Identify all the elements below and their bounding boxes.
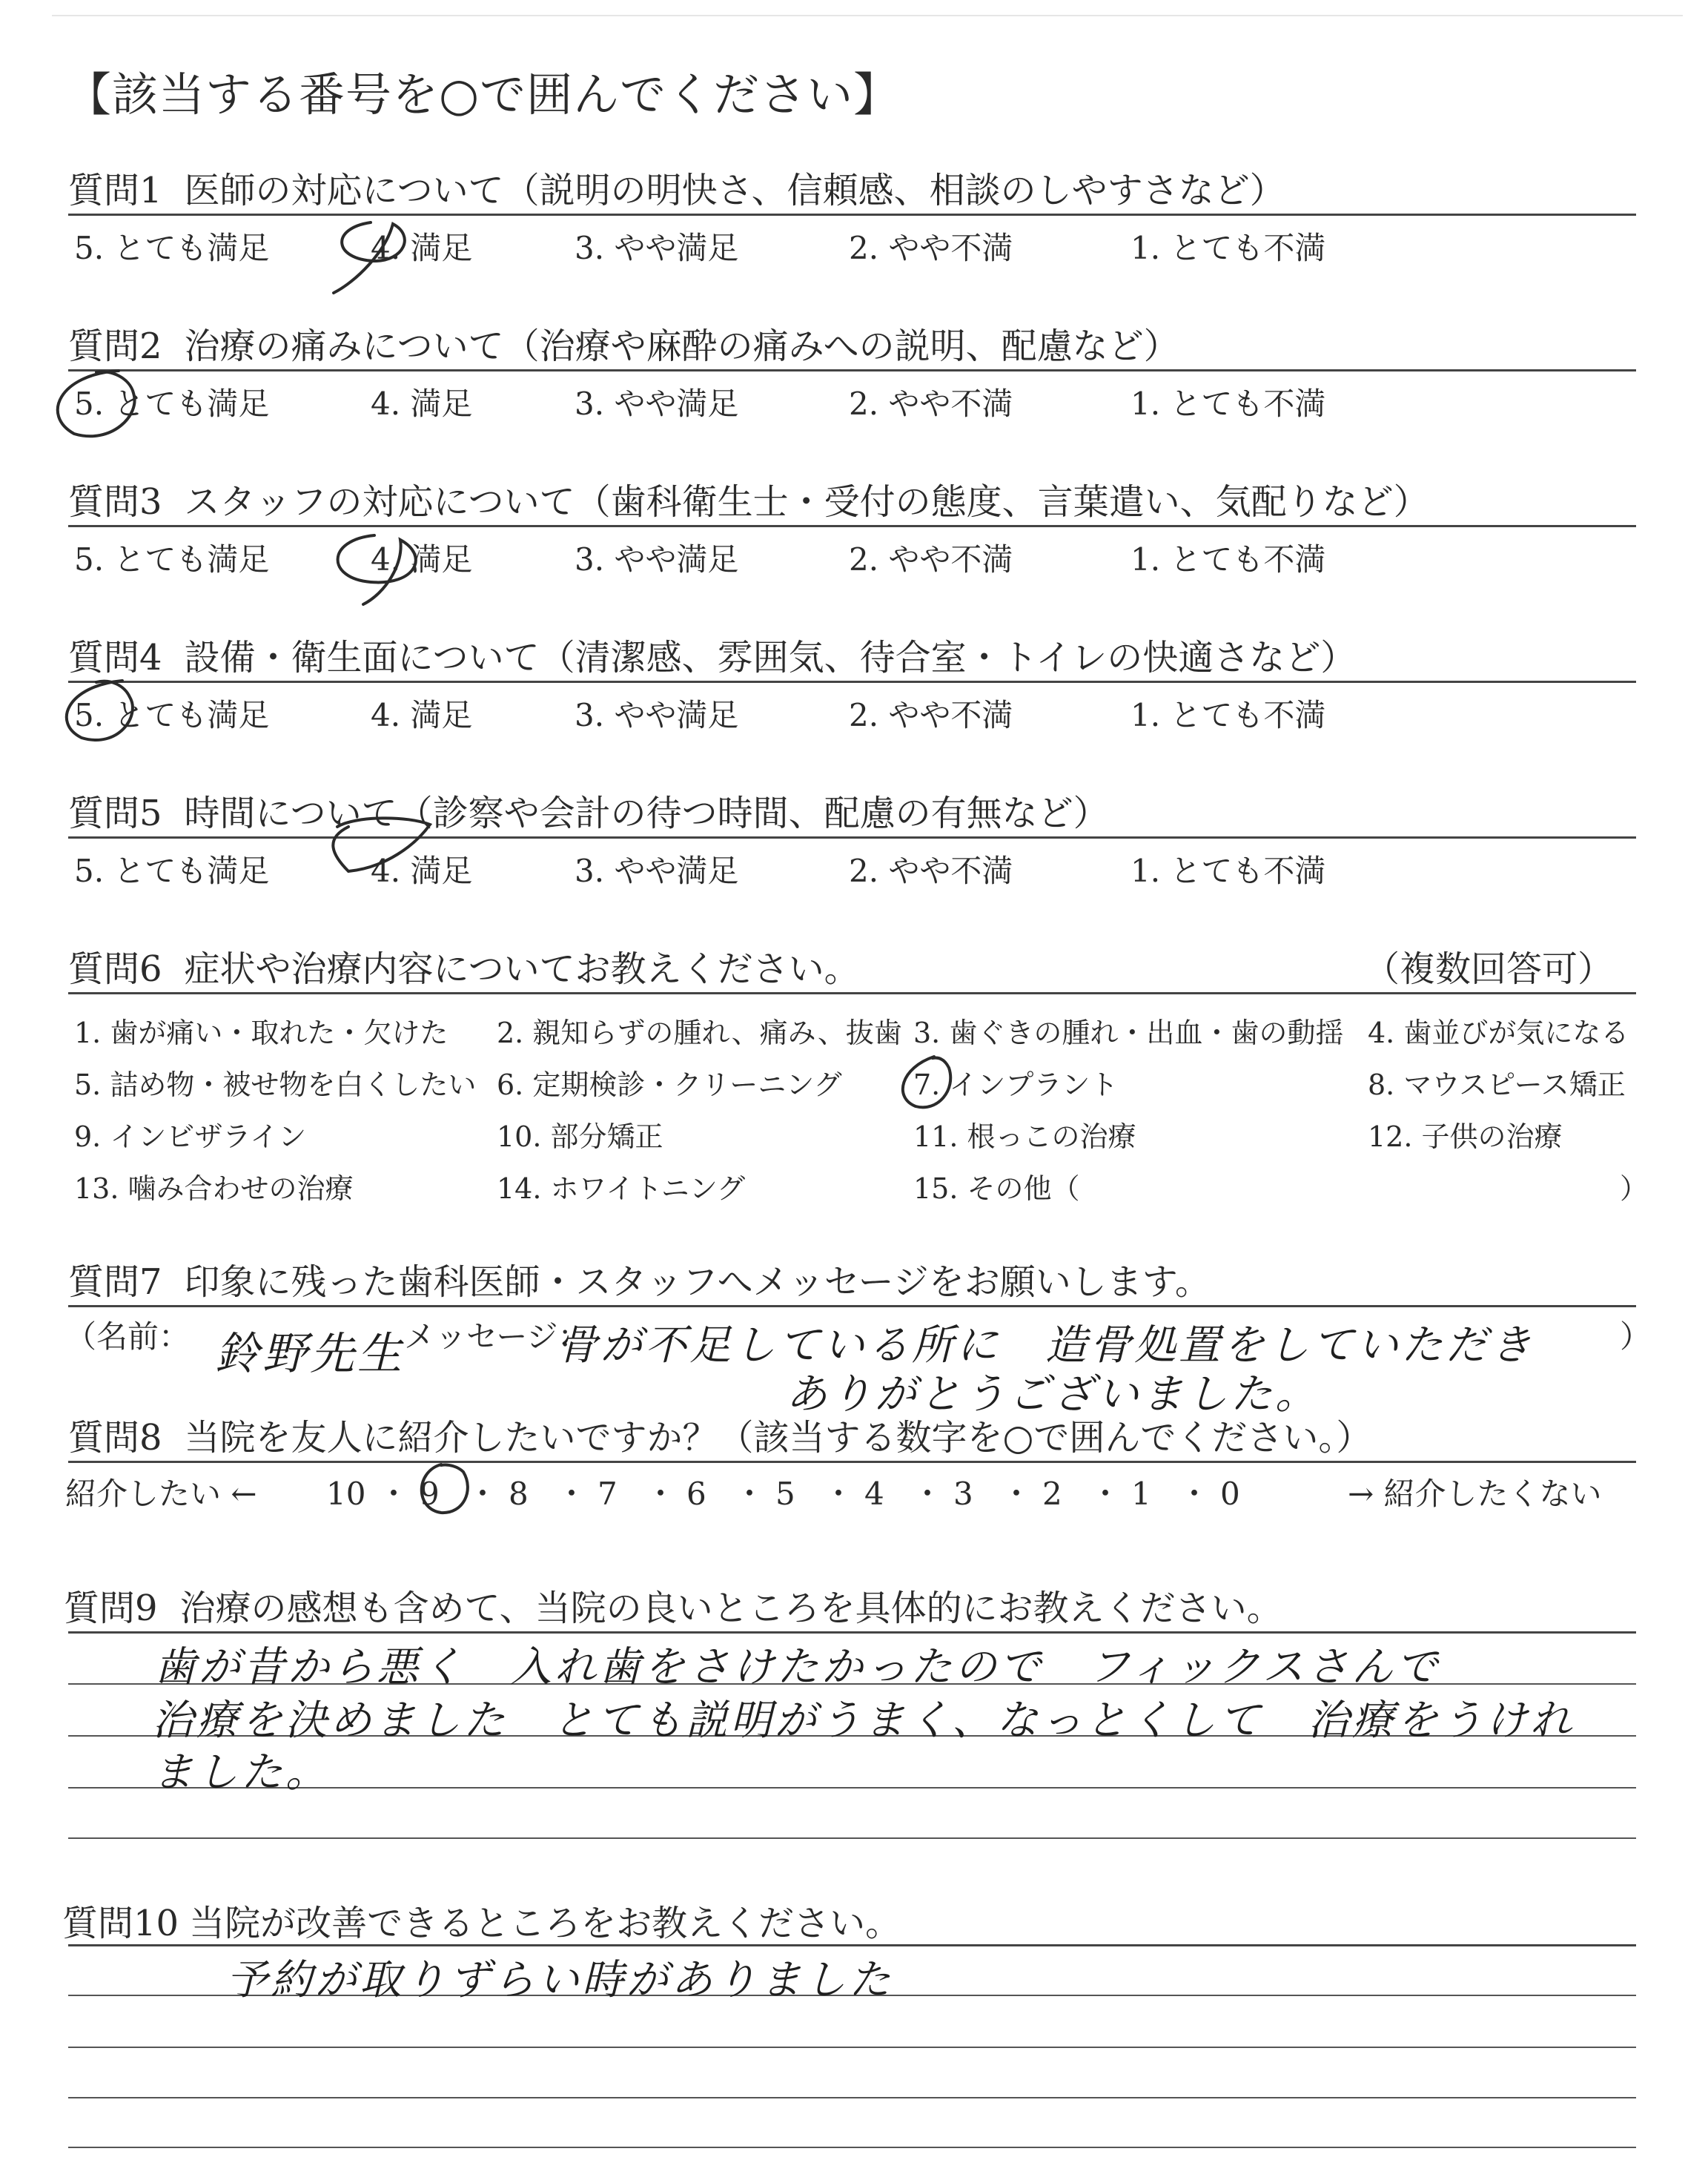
message-handwritten-line1[interactable]: 骨が不足している所に 造骨処置をしていただき (556, 1321, 1535, 1370)
question-4 (68, 629, 1356, 680)
question-9 (64, 1579, 1282, 1631)
question-6 (68, 940, 860, 991)
question-7 (68, 1253, 1211, 1304)
scale-dot: ・ (1179, 1476, 1211, 1512)
writing-line (68, 2097, 1636, 2098)
scale-5[interactable]: 5 (775, 1476, 795, 1512)
question-3 (68, 473, 1429, 524)
divider (68, 369, 1636, 371)
question-number: 質問8 (68, 1417, 162, 1459)
scale-1[interactable]: 1 (1131, 1476, 1151, 1512)
symptom-option-14[interactable]: 14. ホワイトニング (497, 1172, 746, 1205)
answer-handwritten-line1[interactable]: 歯が昔から悪く 入れ歯をさけたかったので フィックスさんで (154, 1643, 1440, 1691)
rating-option-4[interactable]: 4. 満足 (371, 853, 473, 889)
question-number: 質問7 (68, 1261, 162, 1303)
symptom-option-15[interactable]: 15. その他（ (913, 1172, 1080, 1205)
rating-option-1[interactable]: 1. とても不満 (1131, 541, 1326, 578)
rating-option-4[interactable]: 4. 満足 (371, 541, 473, 578)
question-2 (68, 317, 1179, 369)
question-number: 質問6 (68, 948, 162, 990)
symptom-option-5[interactable]: 5. 詰め物・被せ物を白くしたい (74, 1069, 477, 1101)
scale-8[interactable]: 8 (509, 1476, 529, 1512)
question-text: 当院が改善できるところをお教えください。 (189, 1903, 901, 1944)
divider (68, 214, 1636, 216)
question-text: 印象に残った歯科医師・スタッフへメッセージをお願いします。 (184, 1261, 1211, 1303)
question-text: 当院を友人に紹介したいですか？（該当する数字を○で囲んでください。） (184, 1417, 1372, 1459)
scale-6[interactable]: 6 (686, 1476, 706, 1512)
writing-line (68, 2047, 1636, 2048)
multiple-answers-note: （複数回答可） (1364, 948, 1614, 990)
rating-option-2[interactable]: 2. やや不満 (849, 230, 1013, 266)
scale-dot: ・ (823, 1476, 855, 1512)
question-8 (68, 1409, 1371, 1460)
rating-option-5[interactable]: 5. とても満足 (74, 541, 270, 578)
rating-option-2[interactable]: 2. やや不満 (849, 697, 1013, 733)
rating-option-5[interactable]: 5. とても満足 (74, 386, 270, 422)
rating-option-5[interactable]: 5. とても満足 (74, 230, 270, 266)
rating-option-2[interactable]: 2. やや不満 (849, 541, 1013, 578)
question-1 (68, 162, 1285, 213)
improvement-handwritten-line1[interactable]: 予約が取りずらい時がありました (226, 1956, 893, 2004)
scale-dot: ・ (645, 1476, 677, 1512)
rating-option-3[interactable]: 3. やや満足 (575, 230, 739, 266)
rating-option-1[interactable]: 1. とても不満 (1131, 853, 1326, 889)
rating-option-3[interactable]: 3. やや満足 (575, 541, 739, 578)
message-label: メッセージ： (404, 1318, 589, 1355)
scale-0[interactable]: 0 (1220, 1476, 1240, 1512)
question-number: 質問4 (68, 637, 162, 678)
scale-dot: ・ (378, 1476, 410, 1512)
question-number: 質問3 (68, 481, 162, 523)
scale-2[interactable]: 2 (1042, 1476, 1062, 1512)
divider (68, 1631, 1636, 1634)
symptom-option-2[interactable]: 2. 親知らずの腫れ、痛み、抜歯 (497, 1017, 902, 1049)
symptom-option-3[interactable]: 3. 歯ぐきの腫れ・出血・歯の動揺 (913, 1017, 1344, 1049)
question-5 (68, 785, 1109, 836)
symptom-option-13[interactable]: 13. 噛み合わせの治療 (74, 1172, 354, 1205)
scale-dot: ・ (1090, 1476, 1122, 1512)
symptom-option-6[interactable]: 6. 定期検診・クリーニング (497, 1069, 842, 1101)
rating-option-3[interactable]: 3. やや満足 (575, 697, 739, 733)
question-text: 治療の痛みについて（治療や麻酔の痛みへの説明、配慮など） (184, 326, 1179, 367)
divider (68, 681, 1636, 683)
symptom-option-1[interactable]: 1. 歯が痛い・取れた・欠けた (74, 1017, 448, 1049)
divider (68, 525, 1636, 527)
divider (68, 1944, 1636, 1946)
rating-option-2[interactable]: 2. やや不満 (849, 853, 1013, 889)
divider (68, 836, 1636, 839)
answer-handwritten-line2[interactable]: 治療を決めました とても説明がうまく、なっとくして 治療をうけれ (152, 1697, 1575, 1745)
rating-option-2[interactable]: 2. やや不満 (849, 386, 1013, 422)
scale-7[interactable]: 7 (598, 1476, 618, 1512)
scale-dot: ・ (734, 1476, 766, 1512)
question-text: スタッフの対応について（歯科衛生士・受付の態度、言葉遣い、気配りなど） (184, 481, 1429, 523)
symptom-option-9[interactable]: 9. インビザライン (74, 1120, 307, 1153)
rating-option-1[interactable]: 1. とても不満 (1131, 697, 1326, 733)
writing-line (68, 2147, 1636, 2148)
rating-option-4[interactable]: 4. 満足 (371, 230, 473, 266)
top-border (52, 15, 1683, 16)
rating-option-1[interactable]: 1. とても不満 (1131, 386, 1326, 422)
name-label: （名前： (65, 1318, 191, 1355)
symptom-option-10[interactable]: 10. 部分矯正 (497, 1120, 663, 1153)
question-text: 症状や治療内容についてお教えください。 (184, 948, 860, 990)
scale-9[interactable]: 9 (420, 1476, 440, 1512)
question-text: 設備・衛生面について（清潔感、雰囲気、待合室・トイレの快適さなど） (184, 637, 1357, 678)
divider (68, 992, 1636, 994)
symptom-option-8[interactable]: 8. マウスピース矯正 (1368, 1069, 1626, 1101)
other-close-paren: ） (1620, 1172, 1649, 1205)
recommend-left-label: 紹介したい ← (65, 1476, 257, 1512)
staff-name-handwritten[interactable]: 鈴野先生 (215, 1328, 405, 1380)
question-text: 治療の感想も含めて、当院の良いところを具体的にお教えください。 (179, 1588, 1282, 1629)
scale-dot: ・ (467, 1476, 499, 1512)
rating-option-1[interactable]: 1. とても不満 (1131, 230, 1326, 266)
recommend-scale (326, 1470, 1250, 1514)
scale-dot: ・ (556, 1476, 588, 1512)
message-close-paren: ） (1620, 1318, 1652, 1355)
question-number: 質問9 (64, 1588, 158, 1629)
question-text: 医師の対応について（説明の明快さ、信頼感、相談のしやすさなど） (184, 170, 1285, 211)
question-text: 時間について（診察や会計の待つ時間、配慮の有無など） (184, 793, 1109, 834)
writing-line (68, 1837, 1636, 1839)
symptom-option-4[interactable]: 4. 歯並びが気になる (1368, 1017, 1629, 1049)
symptom-option-7[interactable]: 7. インプラント (913, 1069, 1119, 1101)
scale-dot: ・ (912, 1476, 944, 1512)
rating-option-3[interactable]: 3. やや満足 (575, 386, 739, 422)
divider (68, 1461, 1636, 1463)
question-number: 質問1 (68, 170, 162, 211)
message-handwritten-line2[interactable]: ありがとうございました。 (786, 1370, 1320, 1418)
question-number: 質問10 (62, 1903, 179, 1944)
symptom-option-11[interactable]: 11. 根っこの治療 (913, 1120, 1136, 1153)
answer-handwritten-line3[interactable]: ました。 (152, 1748, 330, 1797)
rating-option-3[interactable]: 3. やや満足 (575, 853, 739, 889)
rating-option-4[interactable]: 4. 満足 (371, 386, 473, 422)
symptom-option-12[interactable]: 12. 子供の治療 (1368, 1120, 1563, 1153)
rating-option-4[interactable]: 4. 満足 (371, 697, 473, 733)
recommend-right-label: → 紹介したくない (1348, 1476, 1602, 1512)
scale-10[interactable]: 10 (326, 1476, 366, 1512)
question-number: 質問5 (68, 793, 162, 834)
divider (68, 1305, 1636, 1307)
rating-option-5[interactable]: 5. とても満足 (74, 697, 270, 733)
page-title: 【該当する番号を○で囲んでください】 (65, 67, 901, 122)
question-number: 質問2 (68, 326, 162, 367)
scale-dot: ・ (1001, 1476, 1033, 1512)
scale-3[interactable]: 3 (953, 1476, 973, 1512)
question-10 (62, 1895, 901, 1946)
scale-4[interactable]: 4 (864, 1476, 884, 1512)
rating-option-5[interactable]: 5. とても満足 (74, 853, 270, 889)
